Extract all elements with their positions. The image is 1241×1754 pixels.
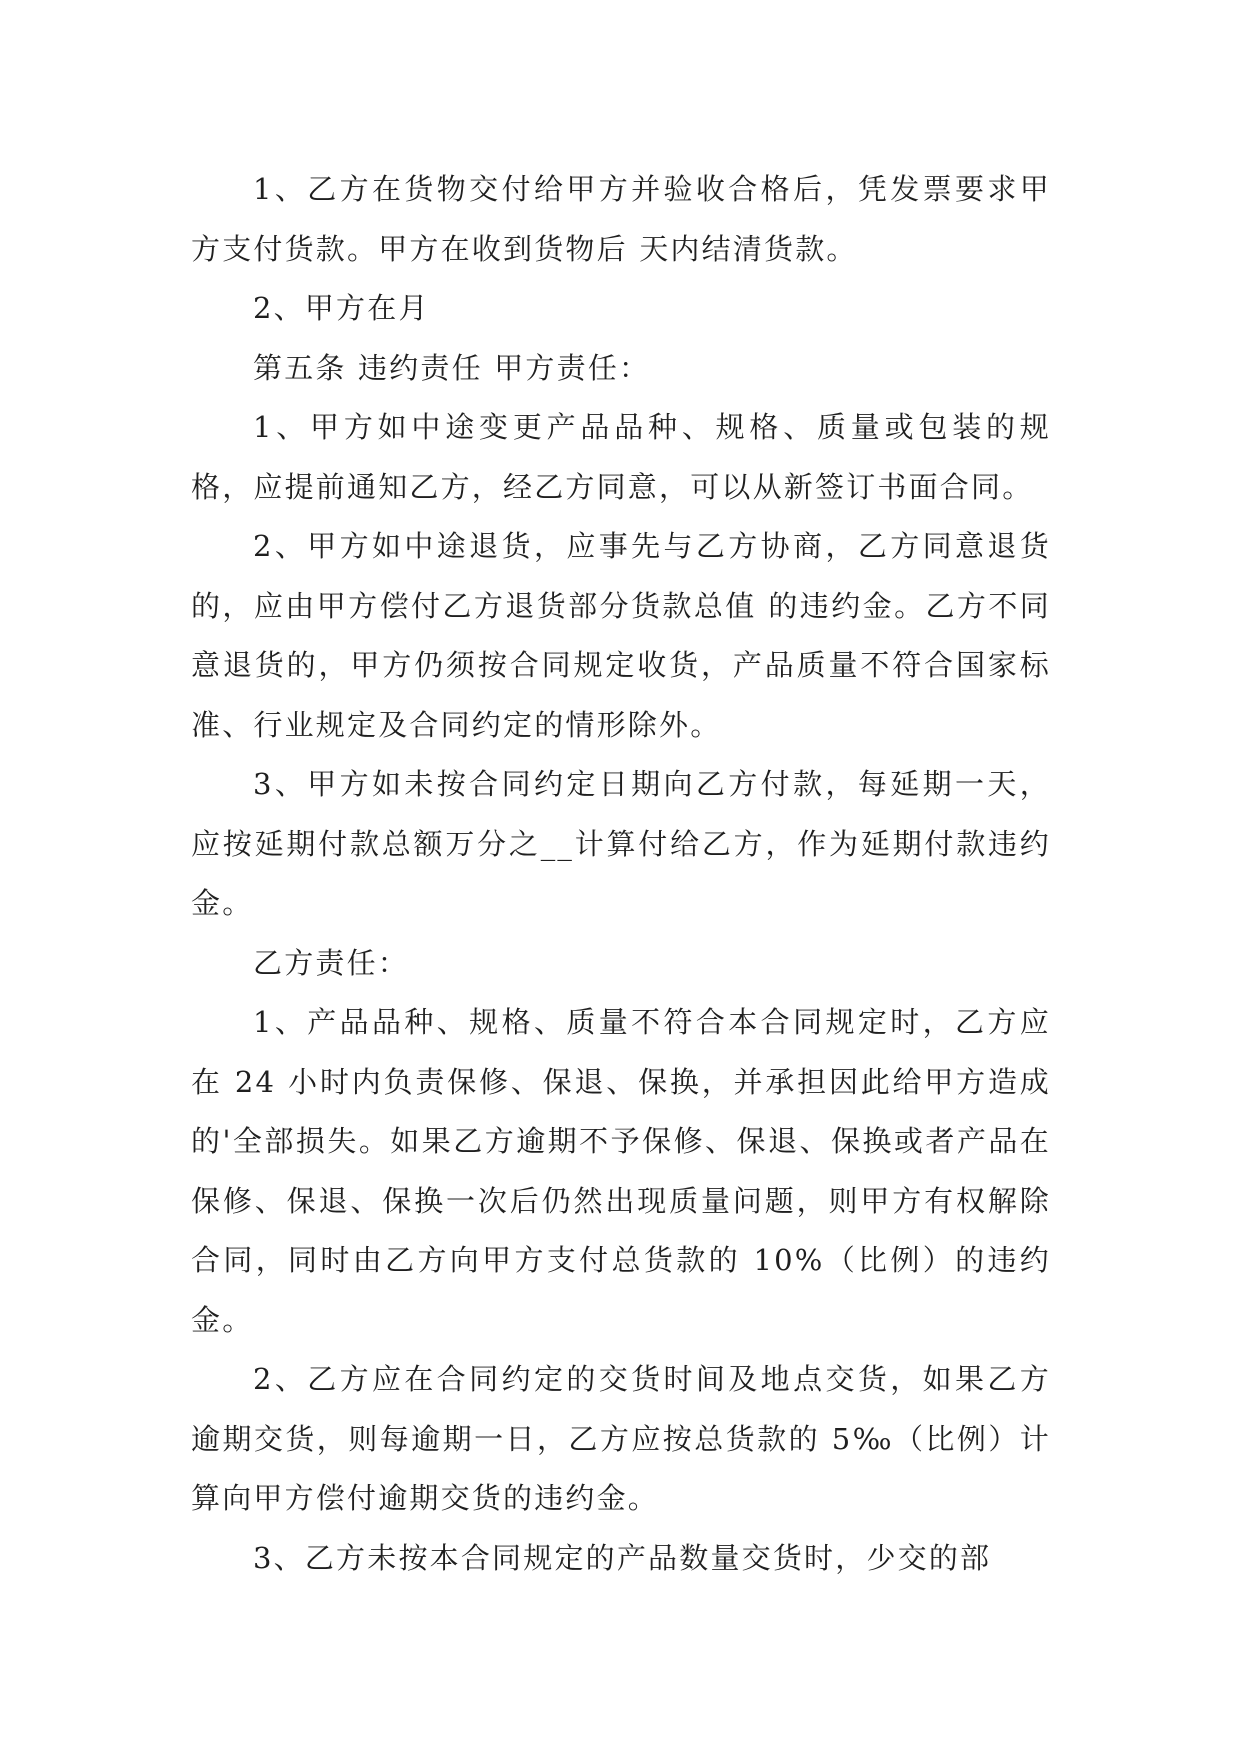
paragraph-payment-month: 2、甲方在月: [253, 291, 430, 325]
paragraph-party-a-return: 2、甲方如中途退货，应事先与乙方协商，乙方同意退货的，应由甲方偿付乙方退货部分货款总值 的违约金。乙方不同意退货的，甲方仍须按合同规定收货，产品质量不符合国家标准、行业规定及合同约定的情形除外。: [191, 529, 1051, 742]
paragraph-article-five-heading: 第五条 违约责任 甲方责任：: [253, 350, 651, 385]
paragraph-party-a-late-payment: 3、甲方如未按合同约定日期向乙方付款，每延期一天，应按延期付款总额万分之__计算付给乙方，作为延期付款违约金。: [191, 767, 1051, 920]
document-body: [191, 160, 1051, 1588]
paragraph-payment-terms: 1、乙方在货物交付给甲方并验收合格后，凭发票要求甲方支付货款。甲方在收到货物后 天内结清货款。: [191, 172, 1051, 266]
paragraph-party-b-heading: 乙方责任：: [253, 945, 410, 980]
paragraph-party-b-late-delivery: 2、乙方应在合同约定的交货时间及地点交货，如果乙方逾期交货，则每逾期一日，乙方应按总货款的 5‰（比例）计算向甲方偿付逾期交货的违约金。: [191, 1362, 1051, 1515]
paragraph-party-a-change: 1、甲方如中途变更产品品种、规格、质量或包装的规格，应提前通知乙方，经乙方同意，可以从新签订书面合同。: [191, 410, 1051, 504]
paragraph-party-b-quantity: 3、乙方未按本合同规定的产品数量交货时，少交的部: [253, 1540, 992, 1575]
paragraph-party-b-quality: 1、产品品种、规格、质量不符合本合同规定时，乙方应在 24 小时内负责保修、保退、保换，并承担因此给甲方造成的'全部损失。如果乙方逾期不予保修、保退、保换或者产品在保修、保退、保换一次后仍然出现质量问题，则甲方有权解除合同，同时由乙方向甲方支付总货款的 10%（比例）的违约金。: [191, 1005, 1051, 1337]
